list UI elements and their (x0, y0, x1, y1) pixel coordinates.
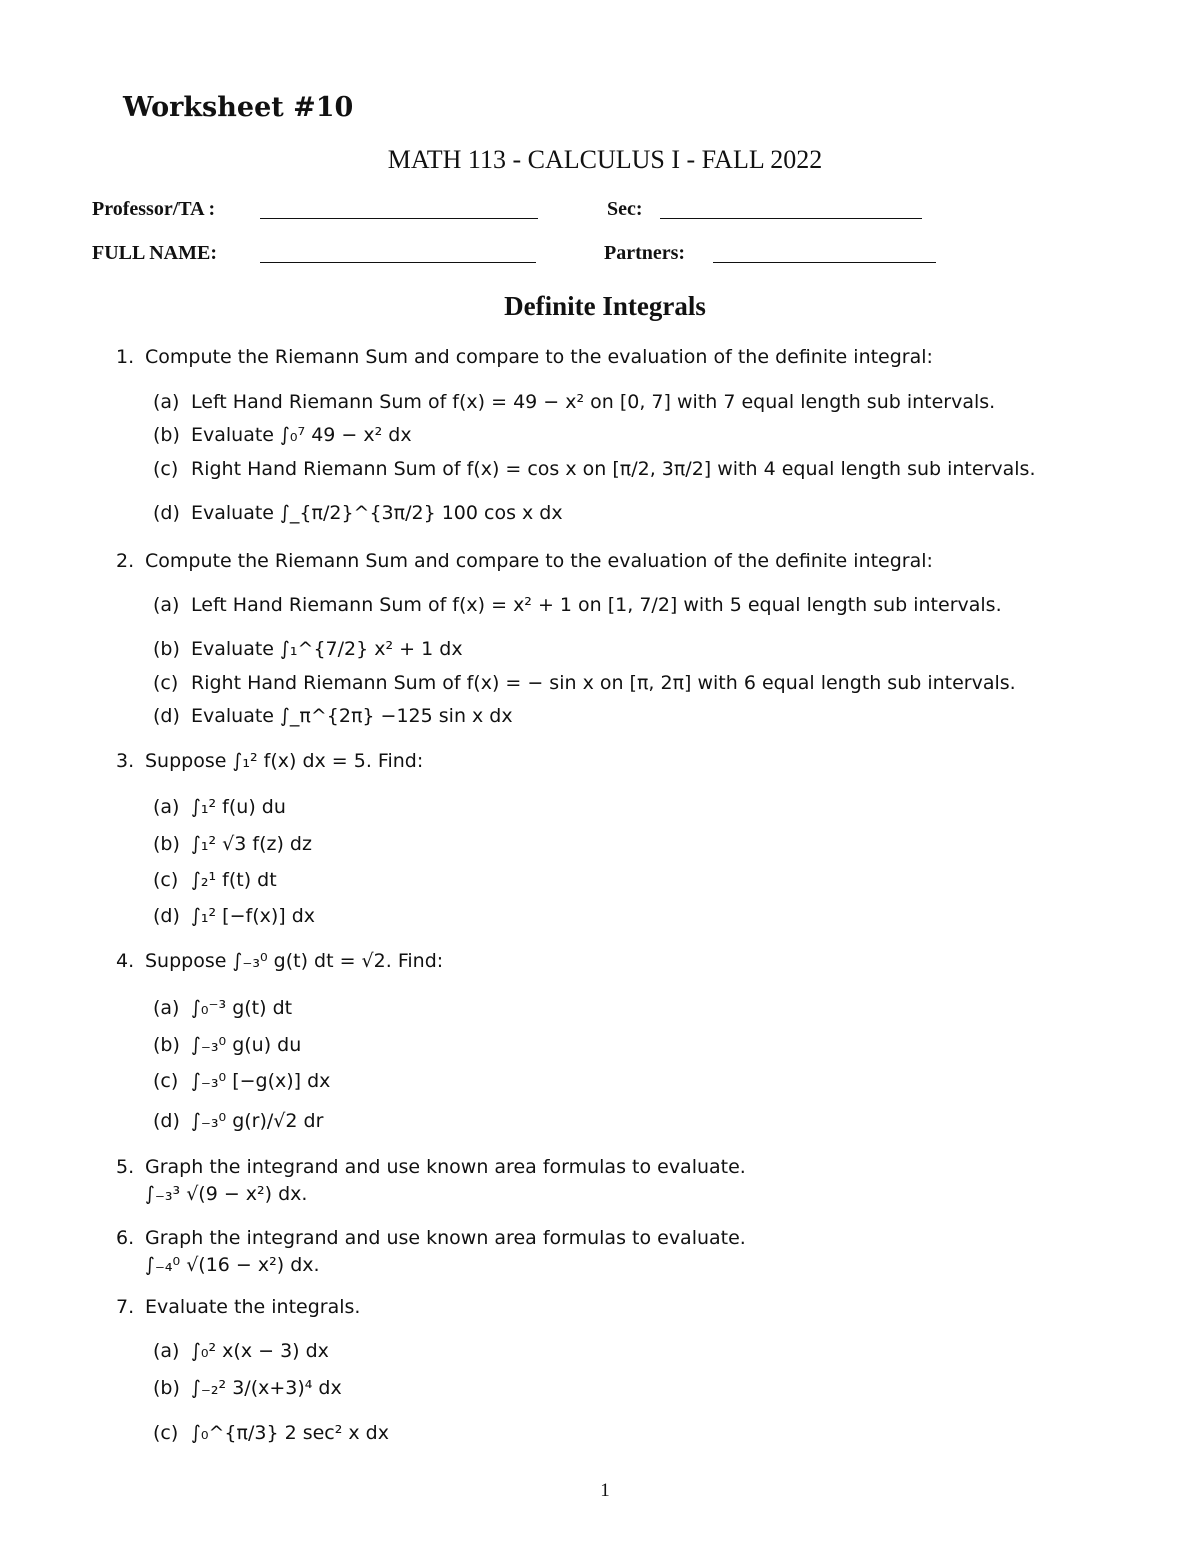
professor-blank[interactable] (260, 218, 538, 219)
question-text: Compute the Riemann Sum and compare to the evaluation of the definite integral: (145, 346, 933, 368)
question-5 (116, 1156, 746, 1178)
part-text: Evaluate ∫_π^{2π} −125 sin x dx (191, 705, 513, 727)
question-3c: (c) ∫₂¹ f(t) dt (153, 869, 277, 891)
part-text: ∫₁² f(u) du (191, 796, 286, 818)
question-number: 3. (116, 750, 135, 772)
question-3 (116, 750, 423, 772)
question-1a: (a) Left Hand Riemann Sum of f(x) = 49 − x² on [0, 7] with 7 equal length sub intervals. (153, 391, 996, 413)
part-text: ∫₁² [−f(x)] dx (191, 905, 316, 927)
question-6-integral: ∫₋₄⁰ √(16 − x²) dx. (145, 1254, 320, 1276)
question-4 (116, 950, 443, 972)
question-2b: (b) Evaluate ∫₁^{7/2} x² + 1 dx (153, 638, 463, 660)
question-7c: (c) ∫₀^{π/3} 2 sec² x dx (153, 1422, 389, 1444)
question-7a: (a) ∫₀² x(x − 3) dx (153, 1340, 329, 1362)
full-name-blank[interactable] (260, 262, 536, 263)
part-text: ∫₋₃⁰ g(r)/√2 dr (191, 1110, 324, 1132)
question-7 (116, 1296, 360, 1318)
part-text: Evaluate ∫₀⁷ 49 − x² dx (191, 424, 412, 446)
page-number: 1 (600, 1480, 610, 1501)
question-2c: (c) Right Hand Riemann Sum of f(x) = − sin x on [π, 2π] with 6 equal length sub intervals. (153, 672, 1016, 694)
question-3a: (a) ∫₁² f(u) du (153, 796, 286, 818)
question-6 (116, 1227, 746, 1249)
sec-label: Sec: (607, 198, 643, 220)
part-text: ∫₋₃⁰ [−g(x)] dx (191, 1070, 331, 1092)
question-5-integral: ∫₋₃³ √(9 − x²) dx. (145, 1183, 308, 1205)
question-1d: (d) Evaluate ∫_{π/2}^{3π/2} 100 cos x dx (153, 502, 563, 524)
question-1c: (c) Right Hand Riemann Sum of f(x) = cos x on [π/2, 3π/2] with 4 equal length sub intervals. (153, 458, 1036, 480)
part-text: Left Hand Riemann Sum of f(x) = x² + 1 on [1, 7/2] with 5 equal length sub intervals. (191, 594, 1002, 616)
question-3b: (b) ∫₁² √3 f(z) dz (153, 833, 312, 855)
question-2a: (a) Left Hand Riemann Sum of f(x) = x² + 1 on [1, 7/2] with 5 equal length sub intervals. (153, 594, 1002, 616)
part-text: Left Hand Riemann Sum of f(x) = 49 − x² on [0, 7] with 7 equal length sub intervals. (191, 391, 996, 413)
partners-blank[interactable] (713, 262, 936, 263)
question-text: Suppose ∫₋₃⁰ g(t) dt = √2. Find: (145, 950, 444, 972)
worksheet-title: Worksheet #10 (123, 92, 354, 123)
part-text: ∫₋₃⁰ g(u) du (191, 1034, 302, 1056)
question-number: 6. (116, 1227, 135, 1249)
question-4a: (a) ∫₀⁻³ g(t) dt (153, 997, 293, 1019)
part-text: ∫₀² x(x − 3) dx (191, 1340, 329, 1362)
course-title: MATH 113 - CALCULUS I - FALL 2022 (387, 145, 823, 174)
part-text: ∫₁² √3 f(z) dz (191, 833, 312, 855)
question-text: Evaluate the integrals. (145, 1296, 361, 1318)
question-7b: (b) ∫₋₂² 3/(x+3)⁴ dx (153, 1377, 342, 1399)
part-text: ∫₀⁻³ g(t) dt (191, 997, 293, 1019)
part-text: Right Hand Riemann Sum of f(x) = − sin x on [π, 2π] with 6 equal length sub intervals. (191, 672, 1016, 694)
full-name-label: FULL NAME: (92, 242, 217, 264)
question-2 (116, 550, 933, 572)
question-4c: (c) ∫₋₃⁰ [−g(x)] dx (153, 1070, 331, 1092)
question-2d: (d) Evaluate ∫_π^{2π} −125 sin x dx (153, 705, 513, 727)
question-text: Graph the integrand and use known area formulas to evaluate. (145, 1227, 746, 1249)
part-text: ∫₋₂² 3/(x+3)⁴ dx (191, 1377, 342, 1399)
question-4b: (b) ∫₋₃⁰ g(u) du (153, 1034, 302, 1056)
section-title: Definite Integrals (504, 291, 706, 321)
question-number: 4. (116, 950, 135, 972)
question-text: Suppose ∫₁² f(x) dx = 5. Find: (145, 750, 424, 772)
question-text: Compute the Riemann Sum and compare to the evaluation of the definite integral: (145, 550, 933, 572)
professor-label: Professor/TA : (92, 198, 216, 220)
partners-label: Partners: (604, 242, 686, 264)
question-number: 1. (116, 346, 135, 368)
question-number: 7. (116, 1296, 135, 1318)
part-text: Right Hand Riemann Sum of f(x) = cos x on [π/2, 3π/2] with 4 equal length sub intervals. (191, 458, 1036, 480)
part-text: Evaluate ∫₁^{7/2} x² + 1 dx (191, 638, 463, 660)
question-4d: (d) ∫₋₃⁰ g(r)/√2 dr (153, 1110, 324, 1132)
part-text: ∫₀^{π/3} 2 sec² x dx (191, 1422, 389, 1444)
question-number: 2. (116, 550, 135, 572)
sec-blank[interactable] (660, 218, 922, 219)
question-1 (116, 346, 933, 368)
question-1b: (b) Evaluate ∫₀⁷ 49 − x² dx (153, 424, 412, 446)
part-text: ∫₂¹ f(t) dt (191, 869, 277, 891)
part-text: Evaluate ∫_{π/2}^{3π/2} 100 cos x dx (191, 502, 563, 524)
question-text: Graph the integrand and use known area formulas to evaluate. (145, 1156, 746, 1178)
question-3d: (d) ∫₁² [−f(x)] dx (153, 905, 316, 927)
question-number: 5. (116, 1156, 135, 1178)
